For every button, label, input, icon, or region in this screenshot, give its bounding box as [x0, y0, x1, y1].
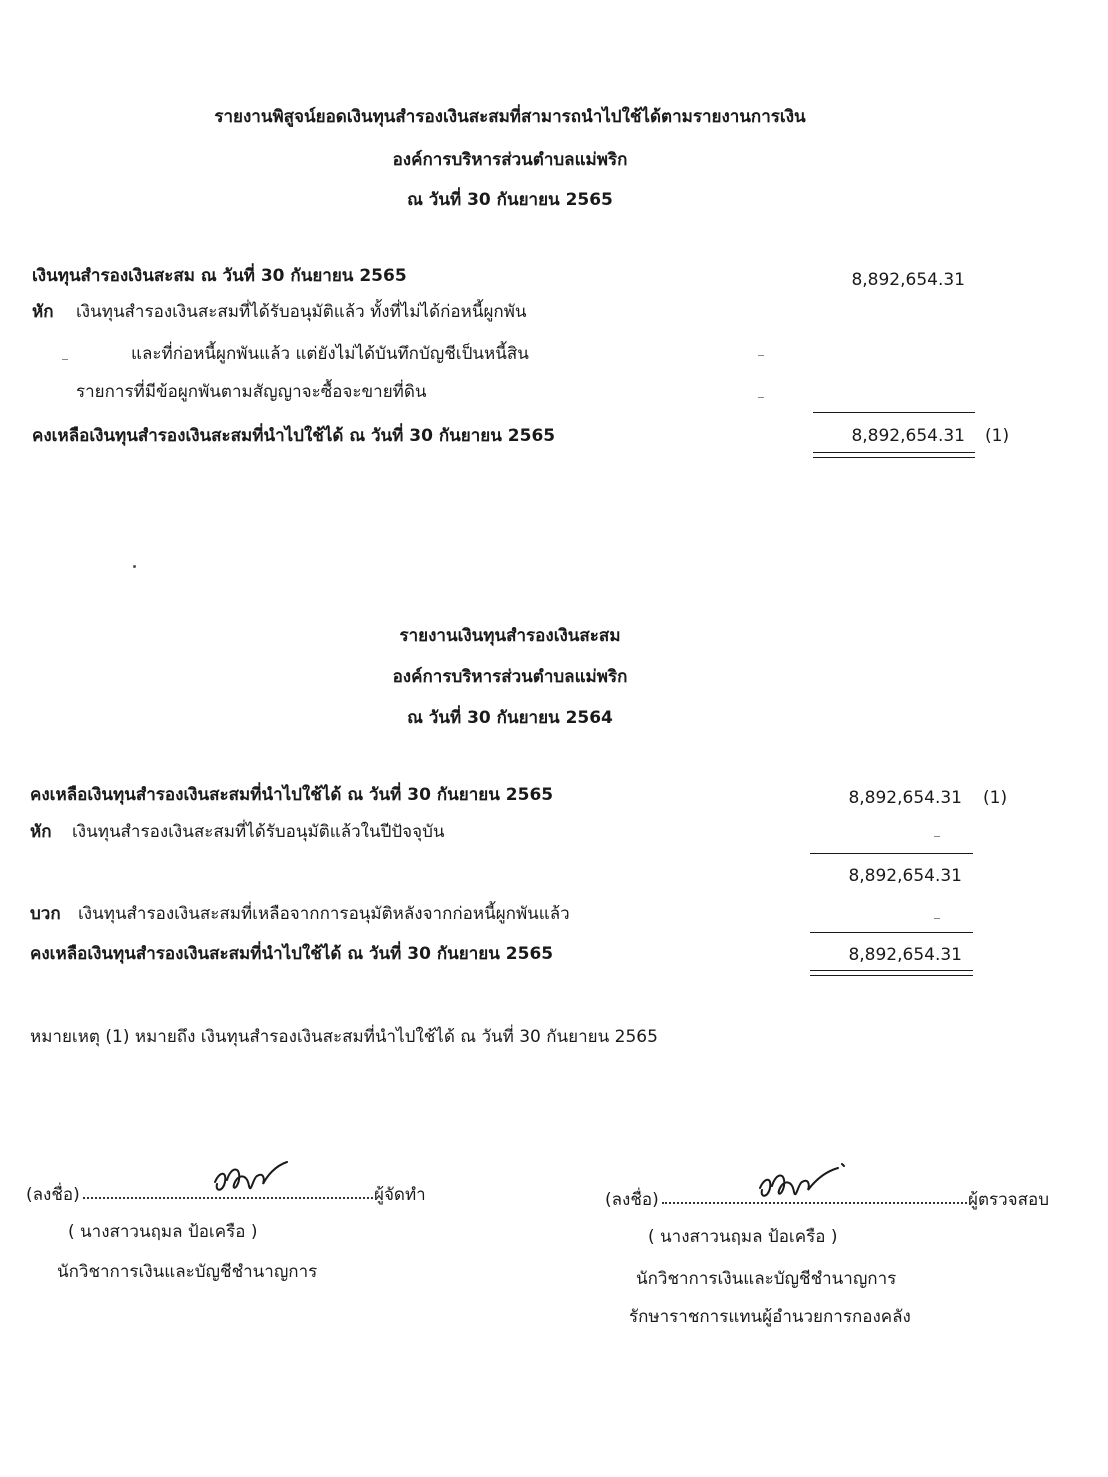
report2-total-value: 8,892,654.31: [848, 945, 962, 965]
report1-title: รายงานพิสูจน์ยอดเงินทุนสำรองเงินสะสมที่สามารถนำไปใช้ได้ตามรายงานการเงิน: [214, 107, 806, 127]
right-sign-prefix: (ลงชื่อ): [605, 1190, 659, 1210]
right-signer-position: นักวิชาการเงินและบัญชีชำนาญการ: [636, 1269, 897, 1289]
report1-org: องค์การบริหารส่วนตำบลแม่พริก: [392, 150, 628, 170]
report2-add-text: เงินทุนสำรองเงินสะสมที่เหลือจากการอนุมัติหลังจากก่อหนี้ผูกพันแล้ว: [78, 904, 570, 924]
report2-double-rule-1: [810, 970, 973, 971]
right-sign-role: ผู้ตรวจสอบ: [968, 1190, 1050, 1210]
report2-subtotal-value: 8,892,654.31: [848, 866, 962, 886]
report2-deduct-text: เงินทุนสำรองเงินสะสมที่ได้รับอนุมัติแล้วในปีปัจจุบัน: [72, 822, 445, 842]
report1-reserve-value: 8,892,654.31: [851, 270, 965, 290]
report1-deduct-dash-1: [758, 355, 764, 356]
report1-double-rule-2: [813, 457, 975, 458]
report1-deduct-dash-2: [758, 397, 764, 398]
report2-org: องค์การบริหารส่วนตำบลแม่พริก: [392, 667, 628, 687]
report1-total-value: 8,892,654.31: [851, 426, 965, 446]
report2-title: รายงานเงินทุนสำรองเงินสะสม: [399, 626, 621, 646]
left-sign-role: ผู้จัดทำ: [374, 1185, 426, 1205]
report2-add-label: บวก: [30, 904, 61, 924]
left-sign-prefix: (ลงชื่อ): [26, 1185, 80, 1205]
report2-total-rule: [810, 932, 973, 933]
footnote: หมายเหตุ (1) หมายถึง เงินทุนสำรองเงินสะสมที่นำไปใช้ได้ ณ วันที่ 30 กันยายน 2565: [30, 1027, 658, 1047]
right-signer-name: ( นางสาวนฤมล ป้อเครือ ): [648, 1227, 838, 1247]
report1-deduct-label: หัก: [32, 302, 54, 322]
report1-date: ณ วันที่ 30 กันยายน 2565: [407, 190, 613, 210]
report2-opening-label: คงเหลือเงินทุนสำรองเงินสะสมที่นำไปใช้ได้ ณ วันที่ 30 กันยายน 2565: [30, 785, 554, 805]
report2-deduct-label: หัก: [30, 822, 52, 842]
report1-total-label: คงเหลือเงินทุนสำรองเงินสะสมที่นำไปใช้ได้ ณ วันที่ 30 กันยายน 2565: [32, 426, 556, 446]
report2-total-label: คงเหลือเงินทุนสำรองเงินสะสมที่นำไปใช้ได้ ณ วันที่ 30 กันยายน 2565: [30, 944, 554, 964]
scan-speck: [133, 565, 136, 568]
report1-deduct-line2: และที่ก่อหนี้ผูกพันแล้ว แต่ยังไม่ได้บันทึกบัญชีเป็นหนี้สิน: [131, 344, 529, 364]
right-handwritten-signature: [750, 1156, 850, 1204]
report1-double-rule-1: [813, 452, 975, 453]
report1-subtotal-rule: [813, 412, 975, 413]
report1-deduct-line1: เงินทุนสำรองเงินสะสมที่ได้รับอนุมัติแล้ว ทั้งที่ไม่ได้ก่อหนี้ผูกพัน: [76, 302, 527, 322]
report2-deduct-dash: [934, 836, 940, 837]
left-signer-name: ( นางสาวนฤมล ป้อเครือ ): [68, 1222, 258, 1242]
right-signer-acting-position: รักษาราชการแทนผู้อำนวยการกองคลัง: [629, 1307, 911, 1327]
report2-opening-value: 8,892,654.31: [848, 788, 962, 808]
left-handwritten-signature: [205, 1152, 295, 1200]
report1-total-note: (1): [985, 426, 1010, 446]
scan-mark: [62, 359, 68, 360]
report1-reserve-label: เงินทุนสำรองเงินสะสม ณ วันที่ 30 กันยายน 2565: [32, 266, 407, 286]
report1-deduct-line3: รายการที่มีข้อผูกพันตามสัญญาจะซื้อจะขายที่ดิน: [76, 382, 427, 402]
left-signer-position: นักวิชาการเงินและบัญชีชำนาญการ: [57, 1262, 318, 1282]
report2-opening-note: (1): [983, 788, 1008, 808]
report2-subtotal-rule: [810, 853, 973, 854]
report2-add-dash: [934, 918, 940, 919]
report2-double-rule-2: [810, 975, 973, 976]
report2-date: ณ วันที่ 30 กันยายน 2564: [407, 708, 613, 728]
